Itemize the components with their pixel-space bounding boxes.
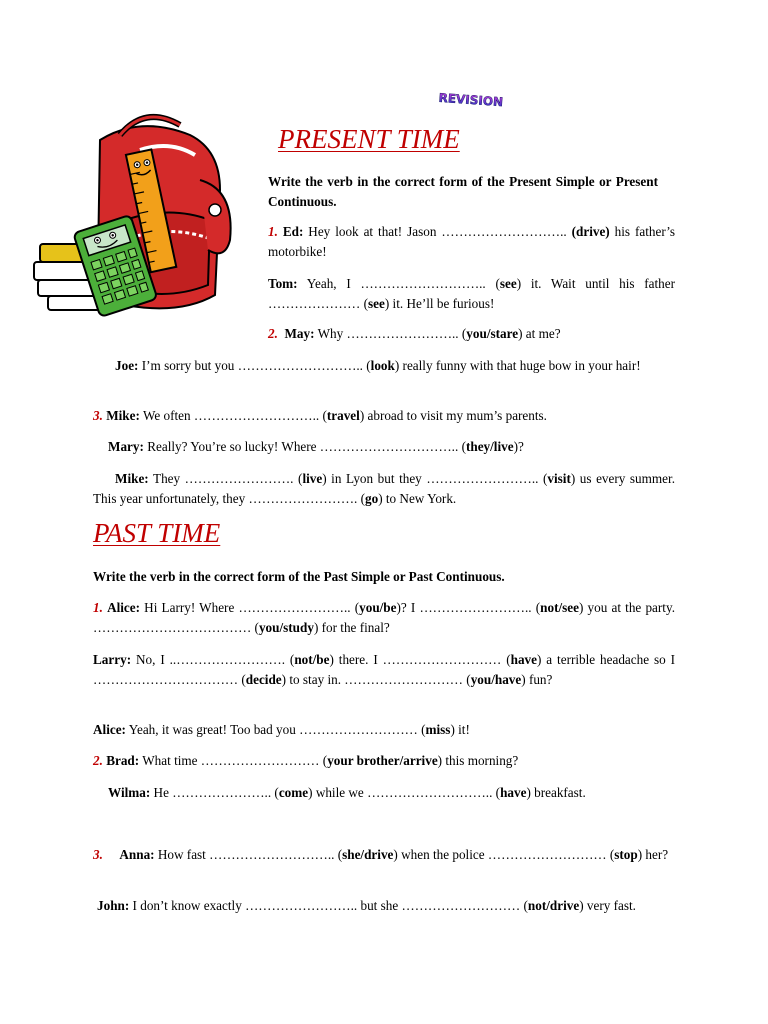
present-item-mary [93,437,675,457]
verb-prompt: your brother/arrive [327,753,438,768]
exercise-text: ) there. I ……………………… ( [329,652,511,667]
exercise-text: )? [513,439,524,454]
verb-prompt: miss [425,722,451,737]
svg-text:REVISION: REVISION [438,90,504,110]
exercise-text: his father’s motorbike! [268,224,675,259]
verb-prompt: you/have [470,671,522,687]
past-instruction [93,567,683,587]
verb-prompt: not/see [540,600,579,615]
past-item-3 [93,845,675,865]
verb-prompt: she/drive [342,847,394,862]
speaker: Alice: [93,722,126,737]
item-number: 3. [93,408,103,423]
verb-prompt: visit [547,471,571,486]
exercise-text: No, I ..……………………. ( [131,652,295,667]
verb-prompt: travel [326,408,360,423]
verb-prompt: they/live [465,439,514,454]
present-instruction-text: Write the verb in the correct form of the Present Simple or Present Continuous. [268,174,658,209]
exercise-text: ) it. He’ll be furious! [384,295,495,311]
verb-prompt: you/study [258,619,314,635]
verb-prompt: see [368,295,385,311]
exercise-text: ) to New York. [378,490,457,506]
verb-prompt: you/stare [466,326,519,341]
item-number: 2. [268,326,278,341]
exercise-text: We often ……………………….. ( [139,408,327,423]
present-item-2 [268,324,675,344]
exercise-text: ) abroad to visit my mum’s parents. [359,408,547,423]
present-item-mike-reply [93,469,675,508]
present-item-1 [268,222,675,261]
exercise-text: ) for the final? [313,619,390,635]
verb-prompt: (drive) [571,224,610,239]
exercise-text: ) at me? [518,326,561,341]
present-item-3 [93,406,675,426]
verb-prompt: not/drive [527,898,580,913]
item-number: 3. [93,847,103,862]
exercise-text: How fast ……………………….. ( [154,847,343,862]
exercise-text: ) in Lyon but they …………………….. ( [322,471,548,486]
speaker: Ed: [282,224,304,239]
present-instruction [268,172,658,211]
speaker: Alice: [107,600,141,615]
item-number: 1. [268,224,278,239]
speaker: Wilma: [108,785,151,800]
exercise-text: Really? You’re so lucky! Where ………………………….. ( [143,439,466,454]
past-item-larry [93,650,675,689]
past-item-2 [93,751,675,771]
revision-logo [438,85,504,111]
exercise-text: ) it. Wait until his father ………………… ( [268,276,676,311]
exercise-text: ) really funny with that huge bow in your hair! [394,358,641,373]
exercise-text: ) this morning? [437,753,519,768]
speaker: Tom: [268,276,298,291]
verb-prompt: have [500,785,527,800]
speaker: Larry: [93,652,132,667]
exercise-text: )? I …………………….. ( [396,600,541,615]
verb-prompt: look [370,358,395,373]
speaker: Anna: [119,847,155,862]
speaker: Joe: [115,358,139,373]
verb-prompt: decide [245,671,282,687]
past-item-john [93,896,675,916]
exercise-text: Yeah, it was great! Too bad you ……………………… ( [125,722,426,737]
exercise-text: He ………………….. ( [150,785,279,800]
exercise-text: ) fun? [521,671,553,687]
exercise-text: ) a terrible headache so I …………………………… ( [93,652,676,687]
exercise-text: ) breakfast. [526,785,586,800]
present-item-joe [93,356,675,376]
exercise-text: ) it! [450,722,470,737]
verb-prompt: see [499,276,517,291]
exercise-text: ) when the police ……………………… ( [393,847,615,862]
verb-prompt: stop [614,847,638,862]
exercise-text: Hi Larry! Where …………………….. ( [140,600,360,615]
exercise-text: ) her? [637,847,669,862]
exercise-text: I don’t know exactly …………………….. but she ……………………… ( [129,898,528,913]
past-instruction-text: Write the verb in the correct form of the Past Simple or Past Continuous. [93,569,505,584]
exercise-text: ) you at the party. ……………………………… ( [93,600,675,635]
exercise-text: I’m sorry but you ……………………….. ( [138,358,371,373]
verb-prompt: live [302,471,323,486]
verb-prompt: go [365,490,379,506]
past-item-alice-reply [93,720,675,740]
verb-prompt: you/be [359,600,397,615]
verb-prompt: come [278,785,309,800]
verb-prompt: have [510,652,537,667]
present-time-heading: PRESENT TIME [278,124,460,154]
present-item-tom [268,274,675,313]
exercise-text: ) while we ……………………….. ( [308,785,501,800]
item-number: 2. [93,753,103,768]
exercise-text: ) to stay in. ……………………… ( [281,671,471,687]
speaker: Brad: [106,753,140,768]
speaker: May: [284,326,315,341]
exercise-text: Yeah, I ……………………….. ( [297,276,500,291]
exercise-text: They ……………………. ( [148,471,303,486]
speaker: Mary: [108,439,144,454]
verb-prompt: not/be [294,652,330,667]
past-time-heading: PAST TIME [93,518,221,548]
speaker: Mike: [106,408,140,423]
exercise-text: ) very fast. [579,898,636,913]
exercise-text: Why …………………….. ( [314,326,467,341]
speaker: Mike: [115,471,149,486]
exercise-text: Hey look at that! Jason ……………………….. [303,224,572,239]
speaker: John: [97,898,130,913]
exercise-text: What time ……………………… ( [139,753,328,768]
past-item-1 [93,598,675,637]
item-number: 1. [93,600,103,615]
school-supplies-illustration [30,110,270,330]
exercise-text: ) us every summer. This year unfortunately, they ……………………. ( [93,471,675,506]
past-item-wilma [93,783,675,803]
